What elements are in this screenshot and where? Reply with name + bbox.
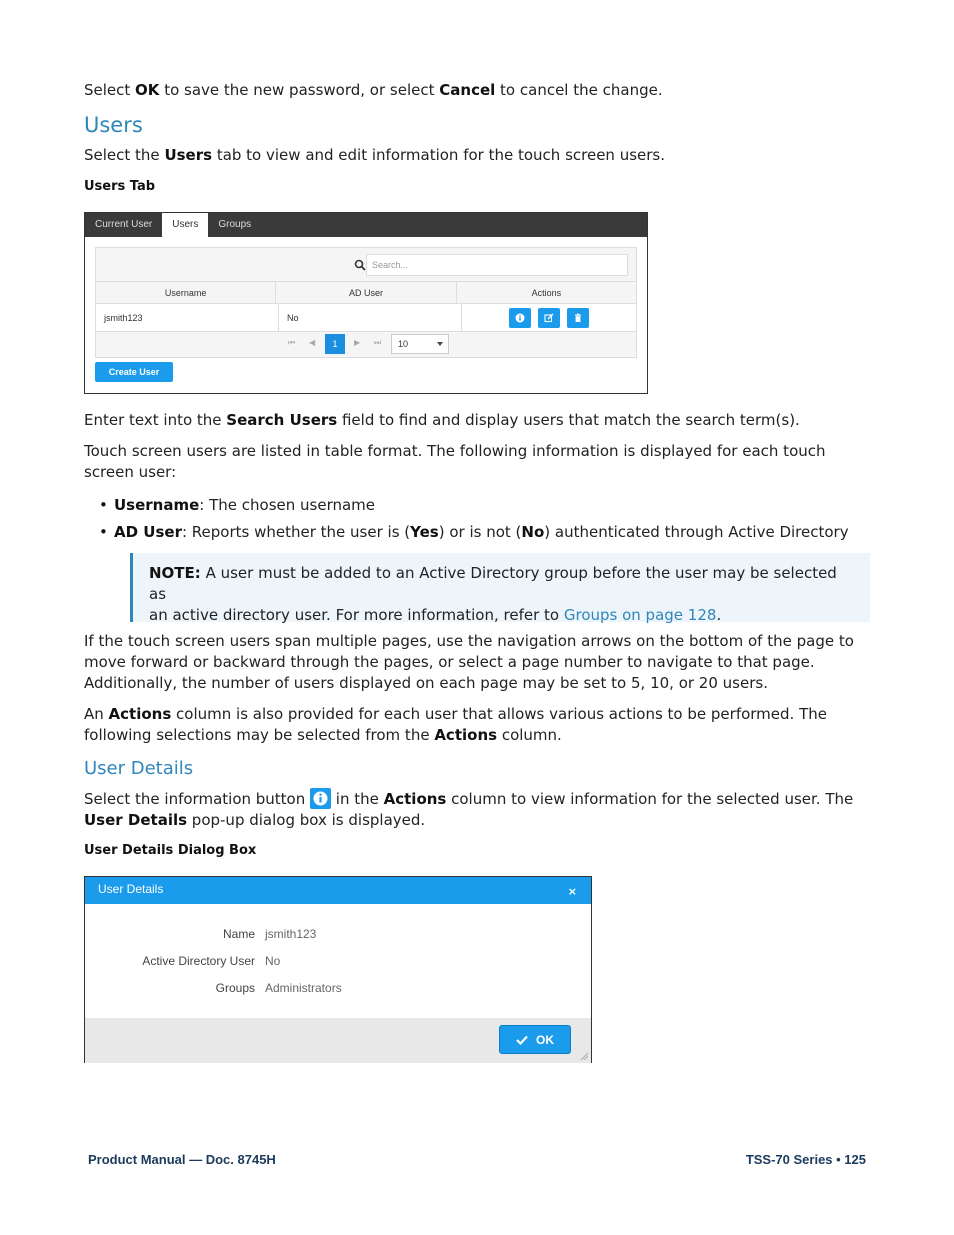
first-page-icon[interactable]: ⏮	[288, 338, 296, 347]
search-input[interactable]: Search...	[366, 254, 628, 276]
dialog-title: User Details	[98, 882, 164, 896]
search-icon	[354, 259, 366, 271]
pages-paragraph-line3: Additionally, the number of users displayed on each page may be set to 5, 10, or 20 users.	[84, 674, 768, 692]
users-tab-screenshot	[84, 212, 648, 394]
field-label: Groups	[215, 981, 255, 995]
cell-ad-user: No	[279, 304, 462, 331]
field-value: No	[265, 954, 281, 968]
field-label: Active Directory User	[142, 954, 255, 968]
note-line1: NOTE: A user must be added to an Active Directory group before the user may be selected as	[149, 564, 837, 603]
info-button[interactable]	[509, 308, 531, 328]
column-actions: Actions	[531, 288, 562, 298]
table-row	[96, 304, 636, 332]
cell-actions	[462, 304, 636, 331]
edit-button[interactable]	[538, 308, 560, 328]
dialog-footer	[85, 1018, 591, 1063]
next-page-icon[interactable]: ▶	[354, 338, 361, 347]
user-details-dialog	[84, 876, 592, 1063]
resize-grip-icon[interactable]	[580, 1052, 588, 1060]
cell-username: jsmith123	[96, 304, 279, 331]
footer-page: TSS-70 Series • 125	[745, 1152, 866, 1167]
page-number-button[interactable]: 1	[325, 334, 345, 354]
note-line2: an active directory user. For more information, refer to Groups on page 128.	[149, 606, 722, 624]
details-paragraph-line2: User Details pop-up dialog box is displayed.	[84, 811, 426, 829]
table-header	[96, 282, 636, 304]
dialog-row-groups	[85, 981, 593, 997]
ok-label: OK	[536, 1032, 554, 1047]
close-icon[interactable]: ×	[567, 885, 577, 898]
intro-paragraph: Select OK to save the new password, or select Cancel to cancel the change.	[84, 81, 663, 99]
info-icon	[515, 313, 525, 323]
field-value: Administrators	[265, 981, 342, 995]
list-paragraph-line1: Touch screen users are listed in table format. The following information is displayed for each touch	[84, 442, 826, 460]
chevron-down-icon	[437, 342, 443, 346]
trash-icon	[573, 313, 583, 323]
tab-groups[interactable]: Groups	[218, 219, 252, 230]
tab-users[interactable]: Users	[162, 213, 208, 237]
prev-page-icon[interactable]: ◀	[309, 338, 316, 347]
ok-button[interactable]	[499, 1025, 571, 1054]
pages-paragraph-line1: If the touch screen users span multiple pages, use the navigation arrows on the bottom of the page to	[84, 632, 854, 650]
users-heading: Users	[84, 113, 143, 137]
info-icon	[310, 788, 331, 809]
last-page-icon[interactable]: ⏭	[374, 338, 382, 347]
note-box	[130, 553, 870, 622]
groups-link[interactable]: Groups on page 128	[563, 606, 717, 624]
page-size-select[interactable]	[391, 334, 449, 354]
pages-paragraph-line2: move forward or backward through the pages, or select a page number to navigate to that page.	[84, 653, 815, 671]
column-username[interactable]: Username	[96, 282, 276, 303]
users-intro: Select the Users tab to view and edit information for the touch screen users.	[84, 146, 666, 164]
search-paragraph: Enter text into the Search Users field to find and display users that match the search term(s).	[84, 411, 800, 429]
column-ad-user[interactable]: AD User	[276, 282, 456, 303]
dialog-row-name	[85, 927, 593, 943]
dialog-caption: User Details Dialog Box	[84, 843, 257, 858]
pagination	[96, 332, 636, 356]
bullet-ad-user: • AD User: Reports whether the user is (Yes) or is not (No) authenticated through Active Directory	[114, 522, 849, 543]
dialog-row-ad-user	[85, 954, 593, 970]
footer-doc: Product Manual — Doc. 8745H	[88, 1152, 276, 1167]
tab-bar	[85, 213, 647, 237]
actions-paragraph-line2: following selections may be selected from the Actions column.	[84, 726, 562, 744]
users-table-panel	[95, 247, 637, 358]
tab-current-user[interactable]: Current User	[95, 219, 153, 230]
actions-paragraph-line1: An Actions column is also provided for each user that allows various actions to be performed. The	[84, 705, 827, 723]
user-details-heading: User Details	[84, 758, 194, 779]
field-label: Name	[222, 927, 255, 941]
details-paragraph-line1: Select the information button in the Actions column to view information for the selected user. The	[84, 790, 854, 808]
create-user-button[interactable]: Create User	[95, 362, 173, 382]
search-row	[96, 248, 636, 282]
field-value: jsmith123	[265, 927, 317, 941]
dialog-header	[85, 877, 591, 904]
bullet-username: • Username: The chosen username	[114, 495, 375, 516]
check-icon	[516, 1035, 528, 1045]
users-tab-caption: Users Tab	[84, 179, 156, 194]
page-size-value: 10	[398, 339, 409, 349]
edit-icon	[544, 313, 554, 323]
list-paragraph-line2: screen user:	[84, 463, 177, 481]
delete-button[interactable]	[567, 308, 589, 328]
